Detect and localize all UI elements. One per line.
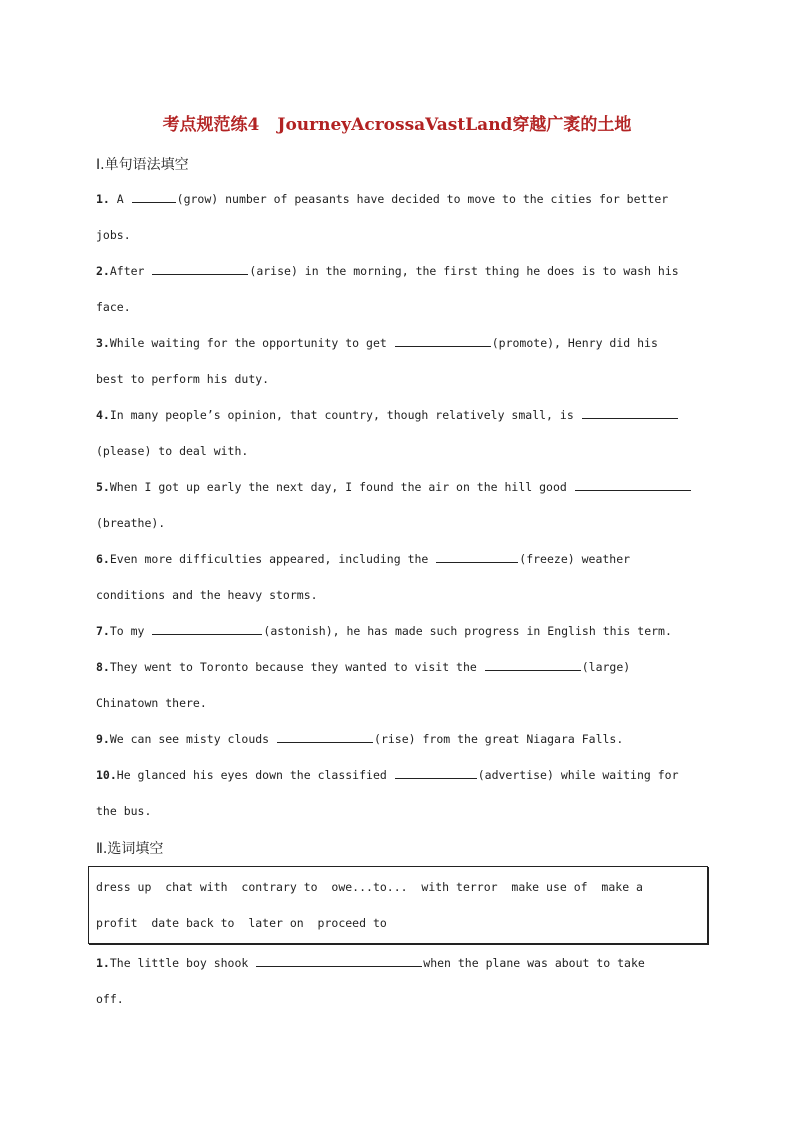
question-3: 3.While waiting for the opportunity to get (promote), Henry did his: [96, 336, 658, 350]
title-cn-prefix: 考点规范练4: [162, 115, 260, 135]
question-5-continued: (breathe).: [96, 516, 166, 530]
question-2: 2.After (arise) in the morning, the first thing he does is to wash his: [96, 264, 679, 278]
answer-blank[interactable]: [582, 407, 678, 419]
section1-heading: Ⅰ.单句语法填空: [96, 157, 189, 173]
question-1-continued: jobs.: [96, 228, 131, 242]
question-4-continued: (please) to deal with.: [96, 444, 249, 458]
question-number: 7.: [96, 624, 110, 638]
word-bank-line-1: dress up chat with contrary to owe...to... with terror make use of make a: [96, 880, 643, 894]
section2-heading: Ⅱ.选词填空: [96, 841, 164, 857]
question-10: 10.He glanced his eyes down the classified (advertise) while waiting for: [96, 768, 679, 782]
answer-blank[interactable]: [575, 479, 691, 491]
word-bank-line-2: profit date back to later on proceed to: [96, 916, 387, 930]
word-bank-box: [88, 866, 708, 944]
question-4: 4.In many people’s opinion, that country, though relatively small, is: [96, 407, 679, 423]
question-number: 2.: [96, 264, 110, 278]
question-7: 7.To my (astonish), he has made such progress in English this term.: [96, 624, 672, 638]
question-number: 4.: [96, 408, 110, 422]
question-6: 6.Even more difficulties appeared, including the (freeze) weather: [96, 552, 631, 566]
answer-blank[interactable]: [436, 551, 518, 563]
question-3-continued: best to perform his duty.: [96, 372, 270, 386]
question-2-continued: face.: [96, 300, 131, 314]
question-number: 6.: [96, 552, 110, 566]
question-number: 10.: [96, 768, 117, 782]
question-5: 5.When I got up early the next day, I found the air on the hill good: [96, 479, 692, 495]
title-en: JourneyAcrossaVastLand: [277, 115, 513, 135]
answer-blank[interactable]: [485, 659, 581, 671]
section2-question-1-continued: off.: [96, 992, 124, 1006]
question-10-continued: the bus.: [96, 804, 152, 818]
title-cn-suffix: 穿越广袤的土地: [512, 115, 632, 135]
question-8-continued: Chinatown there.: [96, 696, 207, 710]
answer-blank[interactable]: [152, 263, 248, 275]
question-number: 9.: [96, 732, 110, 746]
question-8: 8.They went to Toronto because they wanted to visit the (large): [96, 660, 631, 674]
answer-blank[interactable]: [395, 335, 491, 347]
answer-blank[interactable]: [277, 731, 373, 743]
question-1: 1. A (grow) number of peasants have decided to move to the cities for better: [96, 192, 669, 206]
question-number: 1.: [96, 956, 110, 970]
answer-blank[interactable]: [152, 623, 262, 635]
question-6-continued: conditions and the heavy storms.: [96, 588, 318, 602]
answer-blank[interactable]: [132, 191, 176, 203]
question-number: 3.: [96, 336, 110, 350]
question-number: 5.: [96, 480, 110, 494]
page-title: [0, 110, 794, 135]
question-number: 8.: [96, 660, 110, 674]
question-number: 1.: [96, 192, 110, 206]
question-9: 9.We can see misty clouds (rise) from the great Niagara Falls.: [96, 732, 624, 746]
answer-blank[interactable]: [395, 767, 477, 779]
answer-blank[interactable]: [256, 955, 422, 967]
section2-question-1: 1.The little boy shook when the plane was about to take: [96, 956, 645, 970]
